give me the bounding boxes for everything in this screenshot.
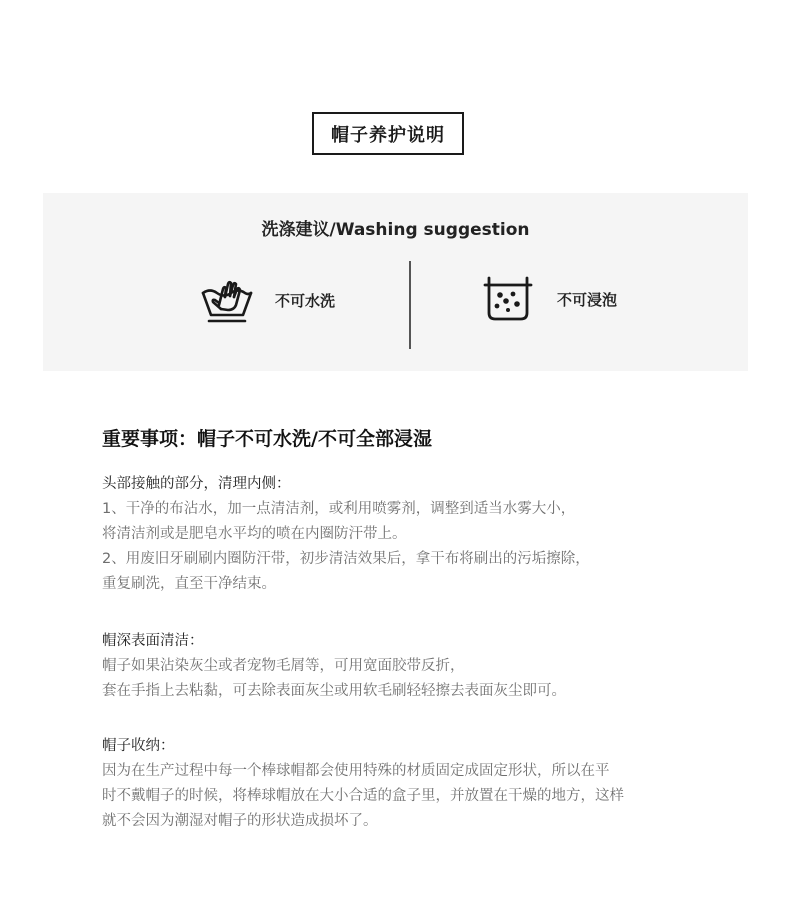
section-inner-cleaning — [102, 472, 742, 597]
section-line: 将清洁剂或是肥皂水平均的喷在内圈防汗带上。 — [102, 526, 407, 542]
section-heading: 帽子收纳： — [102, 738, 175, 754]
no-soak-label: 不可浸泡 — [557, 290, 618, 309]
important-notice: 重要事项：帽子不可水洗/不可全部浸湿 — [102, 428, 432, 450]
no-soak-icon — [483, 275, 533, 323]
section-surface-cleaning — [102, 629, 742, 704]
no-hand-wash-symbol — [199, 275, 335, 325]
section-line: 重复刷洗，直至干净结束。 — [102, 576, 276, 592]
no-hand-wash-label: 不可水洗 — [275, 291, 336, 310]
section-heading: 帽深表面清洁： — [102, 633, 204, 649]
section-line: 就不会因为潮湿对帽子的形状造成损坏了。 — [102, 813, 378, 829]
panel-divider — [409, 261, 411, 349]
section-line: 1、干净的布沾水，加一点清洁剂，或利用喷雾剂，调整到适当水雾大小， — [102, 501, 576, 517]
washing-heading: 洗涤建议/Washing suggestion — [261, 220, 530, 240]
section-storage — [102, 734, 742, 834]
section-line: 时不戴帽子的时候，将棒球帽放在大小合适的盒子里，并放置在干燥的地方，这样 — [102, 788, 624, 804]
section-line: 套在手指上去粘黏，可去除表面灰尘或用软毛刷轻轻擦去表面灰尘即可。 — [102, 683, 566, 699]
no-soak-symbol — [483, 275, 617, 323]
section-line: 帽子如果沾染灰尘或者宠物毛屑等，可用宽面胶带反折， — [102, 658, 465, 674]
no-hand-wash-icon — [199, 275, 255, 325]
section-line: 因为在生产过程中每一个棒球帽都会使用特殊的材质固定成固定形状，所以在平 — [102, 763, 610, 779]
page-title: 帽子养护说明 — [312, 112, 464, 155]
washing-suggestion-panel — [43, 193, 748, 371]
section-heading: 头部接触的部分，清理内侧： — [102, 476, 291, 492]
section-line: 2、用废旧牙刷刷内圈防汗带，初步清洁效果后，拿干布将刷出的污垢擦除， — [102, 551, 590, 567]
